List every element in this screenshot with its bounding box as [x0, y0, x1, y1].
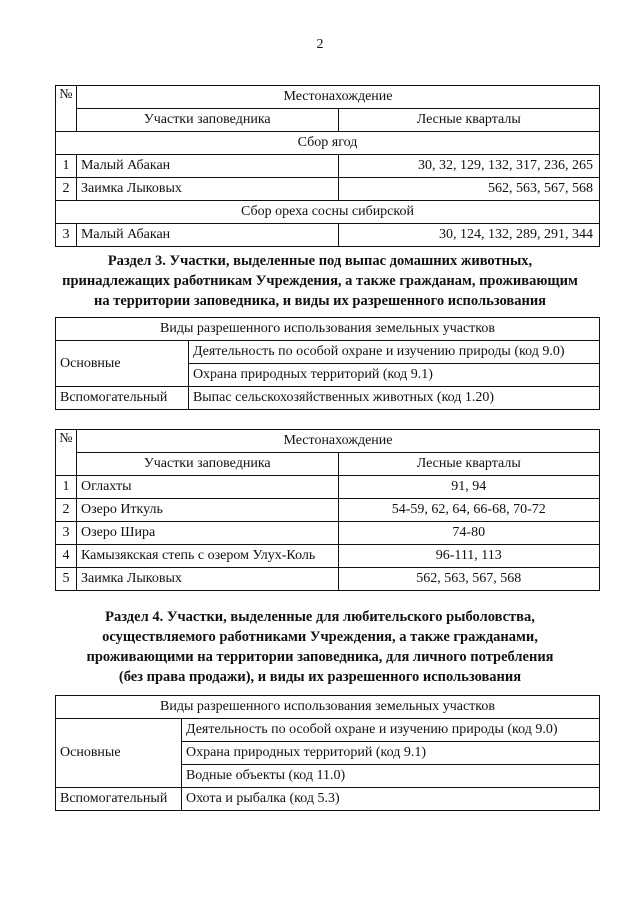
site-name: Малый Абакан: [76, 224, 338, 247]
heading-line: осуществляемого работниками Учреждения, а также гражданами,: [102, 629, 538, 645]
forest-quarters-header: Лесные кварталы: [338, 453, 600, 476]
site-name: Озеро Иткуль: [76, 499, 338, 522]
forest-quarters: 54-59, 62, 64, 66-68, 70-72: [338, 499, 600, 522]
forest-quarters-header: Лесные кварталы: [338, 109, 600, 132]
forest-quarters: 30, 32, 129, 132, 317, 236, 265: [338, 155, 600, 178]
auxiliary-use-item: Охота и рыбалка (код 5.3): [181, 788, 599, 811]
section-3-heading: [40, 251, 600, 311]
table-row: [56, 476, 600, 499]
site-name: Заимка Лыковых: [76, 568, 338, 591]
site-name: Заимка Лыковых: [76, 178, 338, 201]
section-4-heading: [40, 607, 600, 687]
row-number: 1: [56, 476, 77, 499]
table-row: [56, 568, 600, 591]
table-row: [56, 224, 600, 247]
row-number: 3: [56, 522, 77, 545]
main-use-item: Деятельность по особой охране и изучению природы (код 9.0): [181, 719, 599, 742]
forest-quarters: 96-111, 113: [338, 545, 600, 568]
heading-line: Раздел 3. Участки, выделенные под выпас домашних животных,: [107, 253, 533, 269]
site-name: Малый Абакан: [76, 155, 338, 178]
row-number: 3: [56, 224, 77, 247]
heading-line: принадлежащих работникам Учреждения, а также гражданам, проживающим: [62, 273, 578, 289]
heading-line: на территории заповедника, и виды их разрешенного использования: [93, 293, 547, 309]
row-number: 2: [56, 178, 77, 201]
auxiliary-uses-label: Вспомогательный: [56, 788, 182, 811]
gathering-sites-table: [55, 85, 600, 247]
reserve-sites-header: Участки заповедника: [76, 453, 338, 476]
table-row: [56, 545, 600, 568]
main-use-item: Охрана природных территорий (код 9.1): [188, 364, 599, 387]
number-column-header: №: [56, 430, 77, 476]
row-number: 5: [56, 568, 77, 591]
number-column-header: №: [56, 86, 77, 132]
location-header: Местонахождение: [76, 430, 599, 453]
auxiliary-uses-label: Вспомогательный: [56, 387, 189, 410]
forest-quarters: 91, 94: [338, 476, 600, 499]
fishing-uses-table: [55, 695, 600, 811]
main-use-item: Водные объекты (код 11.0): [181, 765, 599, 788]
group-title: Сбор ягод: [56, 132, 600, 155]
main-use-item: Деятельность по особой охране и изучению природы (код 9.0): [188, 341, 599, 364]
heading-line: (без права продажи), и виды их разрешенного использования: [118, 669, 522, 685]
uses-table-title: Виды разрешенного использования земельных участков: [56, 696, 600, 719]
forest-quarters: 74-80: [338, 522, 600, 545]
row-number: 1: [56, 155, 77, 178]
site-name: Камызякская степь с озером Улух-Коль: [76, 545, 338, 568]
uses-table-title: Виды разрешенного использования земельных участков: [56, 318, 600, 341]
heading-line: проживающими на территории заповедника, для личного потребления: [86, 649, 554, 665]
main-use-item: Охрана природных территорий (код 9.1): [181, 742, 599, 765]
grazing-sites-table: [55, 429, 600, 591]
row-number: 4: [56, 545, 77, 568]
group-title: Сбор ореха сосны сибирской: [56, 201, 600, 224]
table-row: [56, 155, 600, 178]
main-uses-label: Основные: [56, 341, 189, 387]
location-header: Местонахождение: [76, 86, 599, 109]
site-name: Оглахты: [76, 476, 338, 499]
heading-line: Раздел 4. Участки, выделенные для любительского рыболовства,: [105, 609, 535, 625]
forest-quarters: 30, 124, 132, 289, 291, 344: [338, 224, 600, 247]
forest-quarters: 562, 563, 567, 568: [338, 568, 600, 591]
table-row: [56, 522, 600, 545]
row-number: 2: [56, 499, 77, 522]
main-uses-label: Основные: [56, 719, 182, 788]
reserve-sites-header: Участки заповедника: [76, 109, 338, 132]
page-number: 2: [316, 37, 324, 52]
table-row: [56, 178, 600, 201]
table-row: [56, 499, 600, 522]
auxiliary-use-item: Выпас сельскохозяйственных животных (код 1.20): [188, 387, 599, 410]
forest-quarters: 562, 563, 567, 568: [338, 178, 600, 201]
site-name: Озеро Шира: [76, 522, 338, 545]
grazing-uses-table: [55, 317, 600, 410]
